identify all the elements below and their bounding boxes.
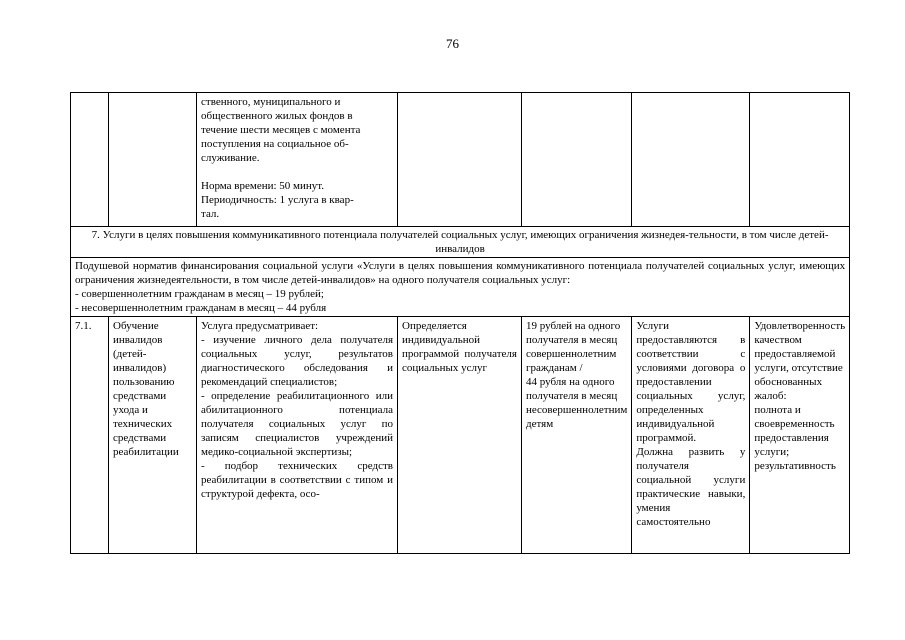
periodicity-line: тал. <box>201 208 220 220</box>
conditions-item: Услуги предоставляются в соответствии с условиями договора о предоставлении социальных услуг, определенных индивидуальной программой. <box>636 320 746 444</box>
volume-cell: Определяется индивидуальной программой получателя социальных услуг <box>398 317 522 554</box>
content-intro: Услуга предусматривает: <box>201 320 319 332</box>
table-row-funding-norm <box>71 258 850 317</box>
name-cell <box>109 93 197 227</box>
content-item: - изучение личного дела получателя социальных услуг, результатов диагностического обследования и рекомендаций специалистов; <box>201 334 393 388</box>
conditions-item: Должна развить у получателя социальной услуги практические навыки, умения самостоятельно <box>636 446 746 528</box>
funding-norm-adults: - совершеннолетним гражданам в месяц – 19 рублей; <box>75 288 324 300</box>
content-cell <box>197 93 398 227</box>
conditions-cell <box>632 93 750 227</box>
volume-cell <box>398 93 522 227</box>
content-line: поступления на социальное об- <box>201 138 349 150</box>
services-table <box>70 92 850 554</box>
content-item: - определение реабилитационного или абилитационного потенциала получателя социальных услуг по записям специалистов учреждений медико-социальной экспертизы; <box>201 390 393 458</box>
price-cell <box>522 317 632 554</box>
price-adult: 19 рублей на одного получателя в месяц совершеннолетним гражданам / <box>526 320 621 374</box>
conditions-cell <box>632 317 750 554</box>
funding-norm-minors: - несовершеннолетним гражданам в месяц – 44 рубля <box>75 302 327 314</box>
section-title: 7. Услуги в целях повышения коммуникативного потенциала получателей социальных услуг, имеющих ограничения жизнедея-тельности, в том числе детей-инвалидов <box>71 227 850 258</box>
funding-norm-text: Подушевой норматив финансирования социальной услуги «Услуги в целях повышения коммуникативного потенциала получателей социальных услуг, имеющих ограничения жизнедеятельности, в том числе детей-инвалидов» на одного получателя социальных услуг: <box>75 260 846 286</box>
page-number: 76 <box>446 36 459 51</box>
price-cell <box>522 93 632 227</box>
time-norm: Норма времени: 50 минут. <box>201 180 325 192</box>
periodicity-line: Периодичность: 1 услуга в квар- <box>201 194 354 206</box>
quality-item: полнота и своевременность предоставления услуги; <box>754 404 835 458</box>
content-line: служивание. <box>201 152 260 164</box>
content-cell <box>197 317 398 554</box>
content-item: - подбор технических средств реабилитации в соответствии с типом и структурой дефекта, осо- <box>201 460 393 500</box>
name-cell: Обучение инвалидов (детей-инвалидов) пользованию средствами ухода и технических средствами реабилитации <box>109 317 197 554</box>
quality-item: Удовлетворенность качеством предоставляемой услуги, отсутствие обоснованных жалоб: <box>754 320 846 402</box>
number-cell <box>71 93 109 227</box>
price-minor: 44 рубля на одного получателя в месяц несовершеннолетним детям <box>526 376 628 430</box>
quality-cell <box>750 93 850 227</box>
number-cell: 7.1. <box>71 317 109 554</box>
quality-item: результативность <box>754 460 836 472</box>
content-line: ственного, муниципального и <box>201 96 341 108</box>
quality-cell <box>750 317 850 554</box>
table-row-7-1 <box>71 317 850 554</box>
funding-norm-cell <box>71 258 850 317</box>
content-line: общественного жилых фондов в <box>201 110 353 122</box>
table-row-section-title <box>71 227 850 258</box>
table-row-continuation <box>71 93 850 227</box>
content-line: течение шести месяцев с момента <box>201 124 361 136</box>
